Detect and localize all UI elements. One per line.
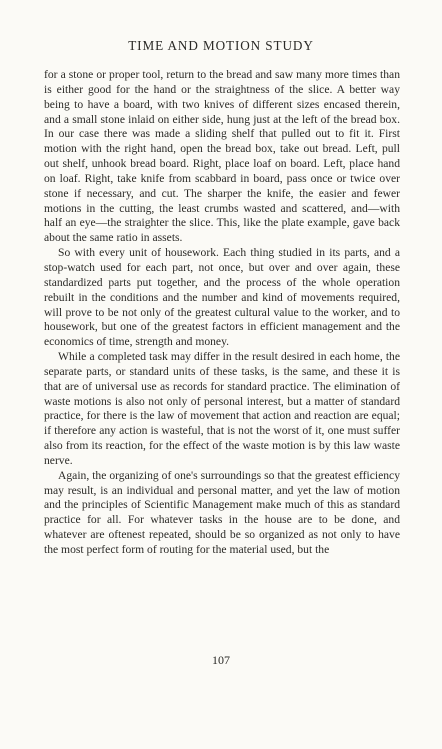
paragraph-standard-practice: While a completed task may differ in the result desired in each home, the separate parts, or standard units of these tasks, is the same, and these it is that are of universal use as records for standard practice. The elimination of waste motions is also not only of personal interest, but a matter of standard practice, for there is the law of movement that action and reaction are equal; if therefore any action is wasteful, that is not the worst of it, one must suffer also from its reaction, for the effect of the waste motion is by this law waste nerve. xyxy=(44,350,400,467)
paragraph-organizing: Again, the organizing of one's surroundings so that the greatest efficiency may result, is an individual and personal matter, and yet the law of motion and the principles of Scientific Management make much of this as standard practice for all. For whatever tasks in the house are to be done, and whatever are oftenest repeated, should be so organized as not only to have the most perfect form of routing for the material used, but the xyxy=(44,468,400,556)
paragraph-housework: So with every unit of housework. Each thing studied in its parts, and a stop-watch used for each part, not once, but over and over again, these standardized parts put together, and the process of the whole operation rebuilt in the conditions and the number and kind of movements required, will prove to be not only of the greatest cultural value to the worker, and to housework, but one of the greatest factors in efficient management and the economics of time, strength and money. xyxy=(44,246,400,349)
body-text xyxy=(44,68,400,558)
page-number: 107 xyxy=(212,653,230,667)
paragraph-continued: for a stone or proper tool, return to the bread and saw many more times than is either good for the hand or the straightness of the slice. A better way being to have a board, with two knives of different sizes encased therein, and a small stone inlaid on either side, hung just at the left of the bread box. In our case there was made a sliding shelf that pulled out to fit it. First motion with the right hand, open the bread box, take out bread. Left, pull out shelf, unhook bread board. Right, place loaf on board. Left, place hand on loaf. Right, take knife from scabbard in board, pass once or twice over stone if necessary, and cut. The sharper the knife, the easier and fewer motions in the cutting, the least crumbs wasted and scattered, and—with half an eye—the straighter the slice. This, like the plate example, gave back about the same ratio in assets. xyxy=(44,68,400,245)
running-head: TIME AND MOTION STUDY xyxy=(128,38,314,53)
